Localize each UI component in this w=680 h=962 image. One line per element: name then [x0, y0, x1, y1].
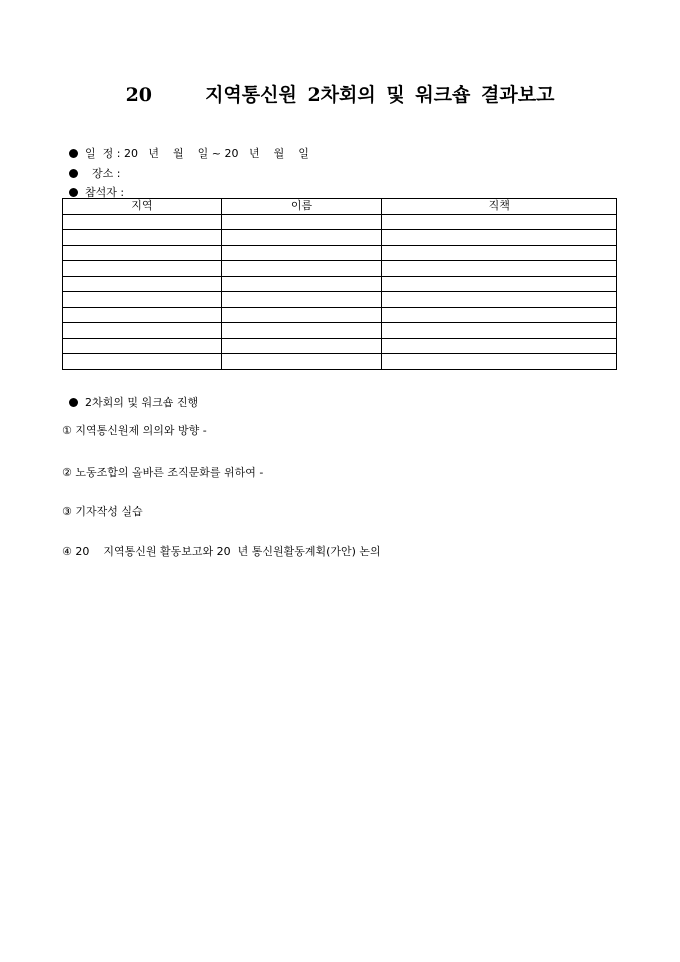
table-cell — [382, 230, 617, 246]
document-title: 20 지역통신원 2차회의 및 워크숍 결과보고 — [125, 84, 555, 106]
table-cell — [63, 292, 222, 308]
table-cell — [63, 261, 222, 277]
table-cell — [382, 354, 617, 370]
header-name: 이름 — [221, 199, 382, 215]
table-row — [63, 292, 617, 308]
table-cell — [63, 323, 222, 339]
table-row — [63, 307, 617, 323]
progress-heading-line — [62, 382, 198, 410]
agenda-item-3: ③ 기자작성 실습 — [62, 505, 143, 518]
table-cell — [221, 245, 382, 261]
table-cell — [221, 338, 382, 354]
table-cell — [63, 276, 222, 292]
bullet-icon — [69, 398, 78, 407]
table-cell — [63, 245, 222, 261]
table-cell — [221, 354, 382, 370]
table-cell — [221, 214, 382, 230]
table-row — [63, 230, 617, 246]
table-row — [63, 245, 617, 261]
progress-heading: 2차회의 및 워크숍 진행 — [85, 396, 199, 409]
table-cell — [382, 245, 617, 261]
table-row — [63, 323, 617, 339]
bullet-icon — [69, 188, 78, 197]
attendees-text: 참석자 : — [85, 186, 125, 199]
table-cell — [382, 338, 617, 354]
table-cell — [63, 354, 222, 370]
table-cell — [63, 307, 222, 323]
table-cell — [221, 292, 382, 308]
table-cell — [382, 261, 617, 277]
header-position: 직책 — [382, 199, 617, 215]
table-cell — [382, 323, 617, 339]
table-cell — [63, 338, 222, 354]
table-row — [63, 276, 617, 292]
table-row — [63, 214, 617, 230]
agenda-item-4: ④ 20 지역통신원 활동보고와 20 년 통신원활동계획(가안) 논의 — [62, 545, 381, 558]
place-text: 장소 : — [85, 167, 121, 180]
table-row — [63, 261, 617, 277]
table-cell — [63, 214, 222, 230]
agenda-item-1: ① 지역통신원제 의의와 방향 - — [62, 424, 207, 437]
agenda-item-2: ② 노동조합의 올바른 조직문화를 위하여 - — [62, 466, 264, 479]
table-cell — [221, 261, 382, 277]
header-region: 지역 — [63, 199, 222, 215]
table-row — [63, 338, 617, 354]
table-cell — [382, 292, 617, 308]
table-cell — [382, 276, 617, 292]
table-cell — [382, 307, 617, 323]
table-cell — [382, 214, 617, 230]
table-row — [63, 354, 617, 370]
table-cell — [221, 323, 382, 339]
table-cell — [221, 276, 382, 292]
table-cell — [221, 230, 382, 246]
table-header-row — [63, 199, 617, 215]
participants-table — [62, 198, 617, 370]
schedule-text: 일 정 : 20 년 월 일 ~ 20 년 월 일 — [85, 147, 309, 160]
table-cell — [221, 307, 382, 323]
table-cell — [63, 230, 222, 246]
attendees-line — [62, 172, 124, 200]
